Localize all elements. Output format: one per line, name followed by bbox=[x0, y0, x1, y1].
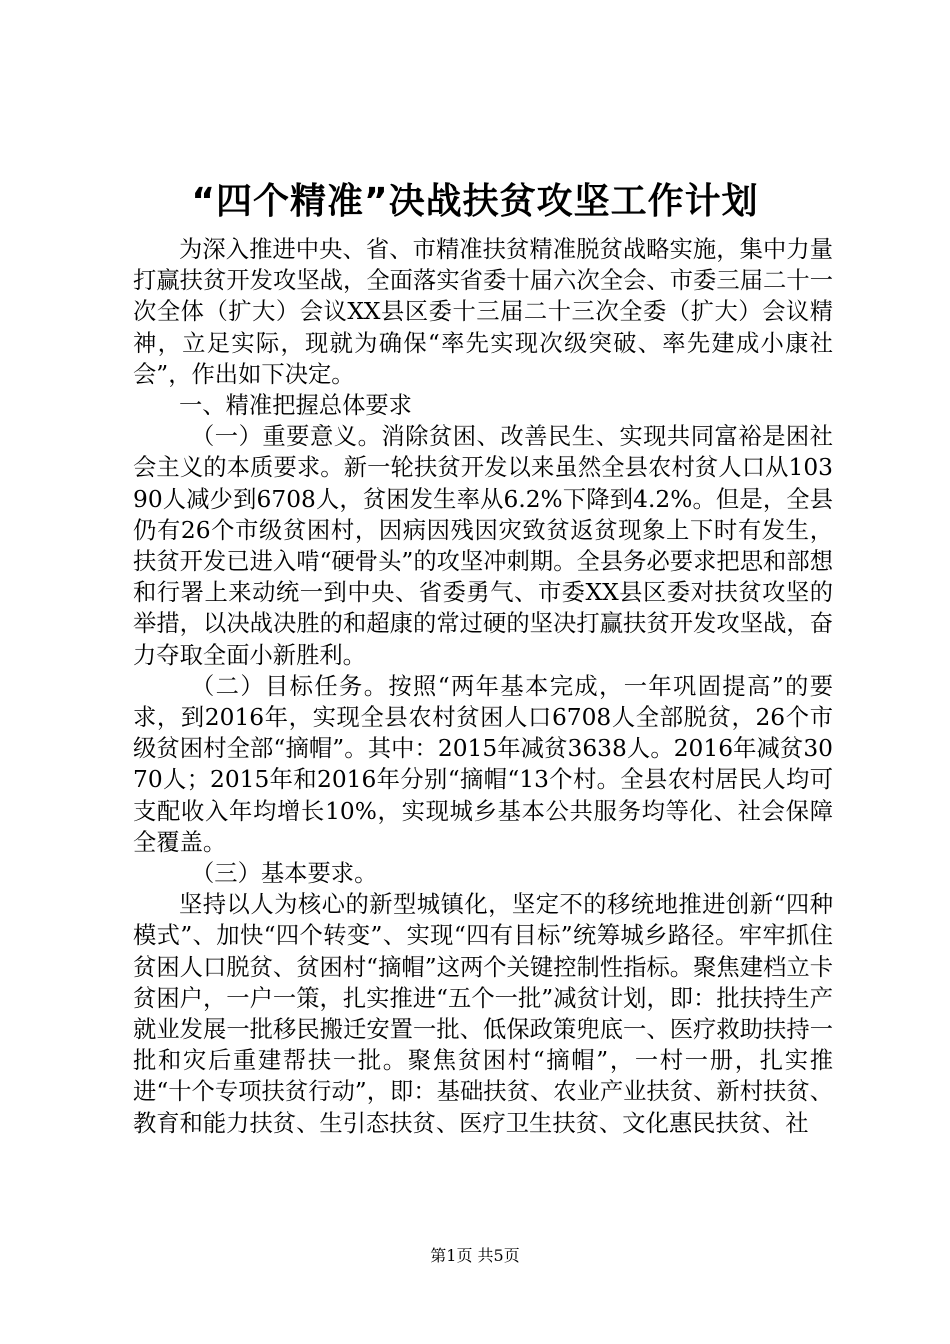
subheading-basic-requirements: （三）基本要求。 bbox=[191, 860, 378, 888]
paragraph-basic-requirements: 坚持以人为核心的新型城镇化，坚定不的移统地推进创新“四种模式”、加快“四个转变”、实现“四有目标”统筹城乡路径。牢牢抓住贫困人口脱贫、贫困村“摘帽”这两个关键控制性指标。聚焦建档立卡贫困户，一户一策，扎实推进“五个一批”减贫计划，即：批扶持生产就业发展一批移民搬迁安置一批、低保政策兜底一、医疗救助扶持一批和灾后重建帮扶一批。聚焦贫困村“摘帽”，一村一册，扎实推进“十个专项扶贫行动”，即：基础扶贫、农业产业扶贫、新村扶贫、教育和能力扶贫、生引态扶贫、医疗卫生扶贫、文化惠民扶贫、社 bbox=[133, 891, 833, 1137]
intro-paragraph: 为深入推进中央、省、市精准扶贫精准脱贫战略实施，集中力量打赢扶贫开发攻坚战，全面落实省委十届六次全会、市委三届二十一次全体（扩大）会议XX县区委十三届二十三次全委（扩大）会议精神，立足实际，现就为确保“率先实现次级突破、率先建成小康社会”，作出如下决定。 bbox=[133, 236, 833, 388]
page-number-footer: 第1页 共5页 bbox=[430, 1246, 520, 1265]
document-title: “四个精准”决战扶贫攻坚工作计划 bbox=[191, 181, 759, 222]
paragraph-significance: （一）重要意义。消除贫困、改善民生、实现共同富裕是困社会主义的本质要求。新一轮扶贫开发以来虽然全县农村贫人口从10390人减少到6708人，贫困发生率从6.2%下降到4.2%。但是，全县仍有26个市级贫困村，因病因残因灾致贫返贫现象上下时有发生，扶贫开发已进入啃“硬骨头”的攻坚冲刺期。全县务必要求把思和部想和行署上来动统一到中央、省委勇气、市委XX县区委对扶贫攻坚的举措，以决战决胜的和超康的常过硬的坚决打赢扶贫开发攻坚战，奋力夺取全面小新胜利。 bbox=[133, 423, 833, 669]
paragraph-targets: （二）目标任务。按照“两年基本完成，一年巩固提高”的要求，到2016年，实现全县农村贫困人口6708人全部脱贫，26个市级贫困村全部“摘帽”。其中：2015年减贫3638人。2016年减贫3070人；2015年和2016年分别“摘帽“13个村。全县农村居民人均可支配收入年均增长10%，实现城乡基本公共服务均等化、社会保障全覆盖。 bbox=[133, 672, 833, 856]
section-heading-general-requirements: 一、精准把握总体要求 bbox=[179, 392, 412, 420]
document-body bbox=[133, 234, 833, 1139]
